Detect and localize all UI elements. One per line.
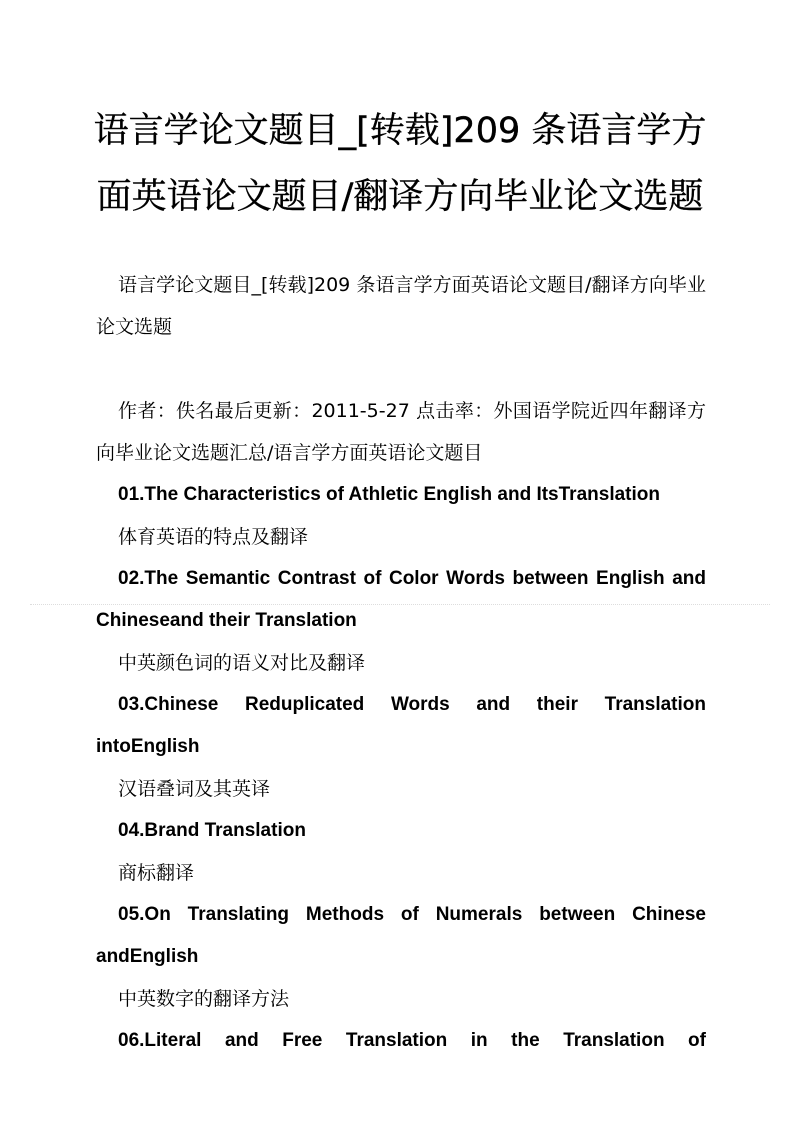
- scan-seam-line: [30, 604, 770, 605]
- topic-list: [96, 474, 706, 1062]
- topic-5-chinese: 中英数字的翻译方法: [118, 988, 290, 1010]
- topic-4-english: 04.Brand Translation: [118, 820, 306, 841]
- meta-paragraph: 作者：佚名最后更新：2011-5-27 点击率：外国语学院近四年翻译方向毕业论文选题汇总/语言学方面英语论文题目: [96, 400, 706, 464]
- document-title: 语言学论文题目_[转载]209 条语言学方面英语论文题目/翻译方向毕业论文选题: [93, 111, 707, 217]
- topic-2-chinese: 中英颜色词的语义对比及翻译: [118, 652, 366, 674]
- topic-3-chinese: 汉语叠词及其英译: [118, 778, 271, 800]
- topic-1-chinese: 体育英语的特点及翻译: [118, 526, 309, 548]
- topic-4-chinese: 商标翻译: [118, 862, 195, 884]
- intro-paragraph: 语言学论文题目_[转载]209 条语言学方面英语论文题目/翻译方向毕业论文选题: [96, 274, 706, 338]
- topic-6-english: 06.Literal and Free Translation in the Translation of: [118, 1030, 706, 1051]
- topic-1-english: 01.The Characteristics of Athletic English and ItsTranslation: [118, 484, 660, 505]
- topic-2-english: 02.The Semantic Contrast of Color Words between English and Chineseand their Translation: [96, 568, 706, 631]
- topic-5-english: 05.On Translating Methods of Numerals between Chinese andEnglish: [96, 904, 706, 967]
- topic-3-english: 03.Chinese Reduplicated Words and their Translation intoEnglish: [96, 694, 706, 757]
